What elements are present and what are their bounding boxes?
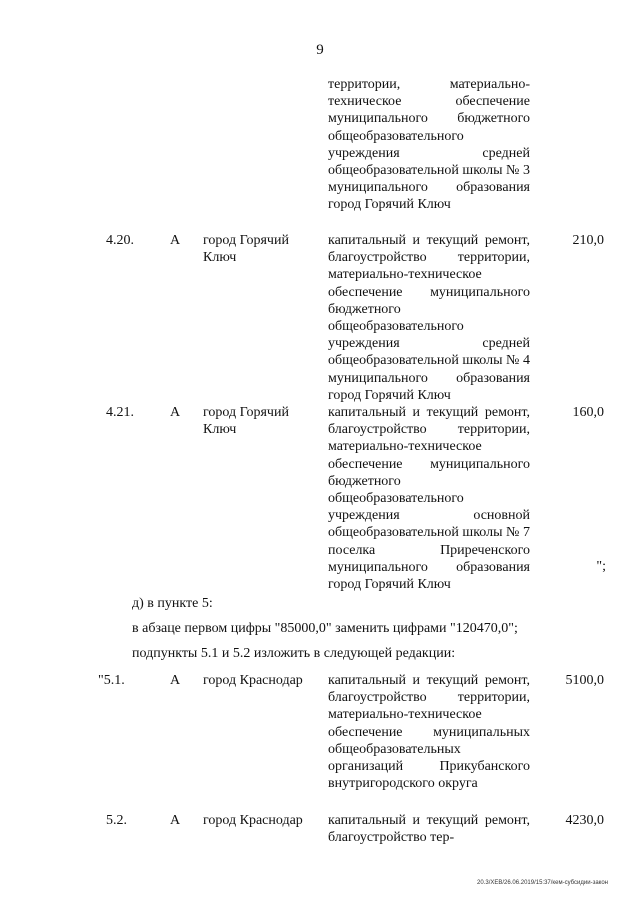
row-category: А xyxy=(170,673,181,688)
row-amount: 5100,0 xyxy=(565,673,604,688)
row-description: капитальный и текущий ремонт, благоустройство территории, материально-техническое обеспечение муниципального бюджетного общеобразовательного учреждения средней общеобразовательной школы № 4 муниципального образования город Горячий Ключ xyxy=(328,233,530,403)
row-category: А xyxy=(170,233,181,248)
row-description: капитальный и текущий ремонт, благоустройство территории, материально-техническое обеспечение муниципального бюджетного общеобразовательного учреждения основной общеобразовательной школы № 7 поселка Приреченского муниципального образования город Горячий Ключ xyxy=(328,405,530,593)
row-number: 5.2. xyxy=(106,813,127,828)
row-amount: 160,0 xyxy=(572,405,604,420)
row-municipality: город Горячий Ключ xyxy=(203,233,289,266)
paragraph-new-edition: подпункты 5.1 и 5.2 изложить в следующей редакции: xyxy=(132,646,456,661)
row-municipality: город Краснодар xyxy=(203,673,303,688)
row-description: капитальный и текущий ремонт, благоустройство тер- xyxy=(328,813,530,846)
continued-description: территории, материально-техническое обеспечение муниципального бюджетного общеобразовательного учреждения средней общеобразовательной школы № 3 муниципального образования город Горячий Ключ xyxy=(328,77,530,213)
closing-quote: "; xyxy=(596,559,606,574)
row-amount: 210,0 xyxy=(572,233,604,248)
paragraph-replace-figures: в абзаце первом цифры "85000,0" заменить цифрами "120470,0"; xyxy=(132,621,518,636)
row-description: капитальный и текущий ремонт, благоустройство территории, материально-техническое обеспечение муниципальных общеобразовательных организаций Прикубанского внутригородского округа xyxy=(328,673,530,792)
page-number: 9 xyxy=(316,42,324,58)
row-amount: 4230,0 xyxy=(565,813,604,828)
paragraph-item-d: д) в пункте 5: xyxy=(132,596,213,611)
row-municipality: город Краснодар xyxy=(203,813,303,828)
row-category: А xyxy=(170,813,181,828)
document-footer: 20.3/ХЕВ/26.06.2019/15:37/кем-субсидии-закон xyxy=(477,880,608,886)
row-number: 4.21. xyxy=(106,405,134,420)
row-number: "5.1. xyxy=(98,673,125,688)
row-municipality: город Горячий Ключ xyxy=(203,405,289,438)
row-category: А xyxy=(170,405,181,420)
row-number: 4.20. xyxy=(106,233,134,248)
